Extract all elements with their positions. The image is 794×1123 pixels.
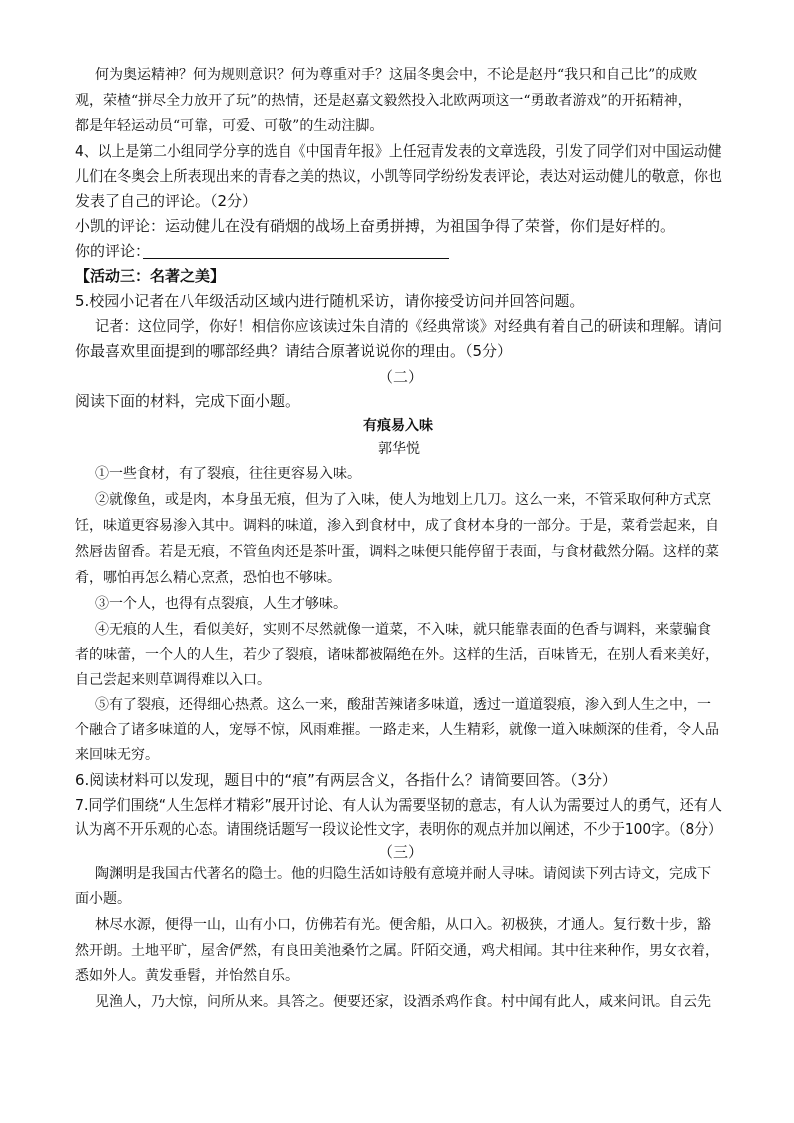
text-line: 者的味蕾，一个人的人生，若少了裂痕，诸味都被隔绝在外。这样的生活，百味皆无，在别人看来美好， <box>75 647 719 663</box>
question-6: 6.阅读材料可以发现，题目中的“痕”有两层含义，各指什么？请简要回答。（3分） <box>75 771 617 789</box>
text-line: 然开朗。土地平旷，屋舍俨然，有良田美池桑竹之属。阡陌交通，鸡犬相闻。其中往来种作，男女衣着， <box>75 943 719 959</box>
article-title: 有痕易入味 <box>363 418 433 434</box>
text-line: 观，荣楂“拼尽全力放开了玩”的热情，还是赵嘉文毅然投入北欧两项这一“勇敢者游戏”的开拓精神， <box>75 93 692 109</box>
paragraph-3: ③一个人，也得有点裂痕，人生才够味。 <box>95 596 347 612</box>
section-three-heading: （三） <box>378 843 424 861</box>
text-line: 饪，味道更容易渗入其中。调料的味道，渗入到食材中，成了食材本身的一部分。于是，菜肴尝起来，自 <box>75 518 719 534</box>
intro-paragraph: 陶渊明是我国古代著名的隐士。他的归隐生活如诗般有意境并耐人寻味。请阅读下列古诗文，完成下 <box>95 866 711 882</box>
question-4: 4、以上是第二小组同学分享的选自《中国青年报》上任冠青发表的文章选段，引发了同学们对中国运动健 <box>75 142 722 160</box>
article-author: 郭华悦 <box>378 441 420 457</box>
paragraph-2: ②就像鱼，或是肉，本身虽无痕，但为了入味，使人为地划上几刀。这么一来，不管采取何种方式烹 <box>95 492 711 508</box>
activity-three-heading: 【活动三：名著之美】 <box>75 267 226 285</box>
text-line: 你最喜欢里面提到的哪部经典？请结合原著说说你的理由。（5分） <box>75 342 513 360</box>
text-line: 认为离不开乐观的心态。请围绕话题写一段议论性文字，表明你的观点并加以阐述，不少于100字。（8分） <box>75 820 722 838</box>
text-line: 儿们在冬奥会上所表现出来的青春之美的热议，小凯等同学纷纷发表评论，表达对运动健儿的敬意，你也 <box>75 167 723 185</box>
classical-paragraph-2: 见渔人，乃大惊，问所从来。具答之。便要还家，设酒杀鸡作食。村中闻有此人，咸来问讯。自云先 <box>95 994 711 1010</box>
paragraph-1: ①一些食材，有了裂痕，往往更容易入味。 <box>95 466 361 482</box>
text-line: 自己尝起来则草调得难以入口。 <box>75 672 271 688</box>
classical-paragraph-1: 林尽水源，便得一山，山有小口，仿佛若有光。便舍船，从口入。初极狭，才通人。复行数十步，豁 <box>95 917 711 933</box>
text-line: 个融合了诸多味道的人，宠辱不惊，风雨难摧。一路走来，人生精彩，就像一道入味颇深的佳肴，令人品 <box>75 722 719 738</box>
paragraph-4: ④无痕的人生，看似美好，实则不尽然就像一道菜，不入味，就只能靠表面的色香与调料，来蒙骗食 <box>95 622 711 638</box>
answer-blank-line <box>143 258 449 259</box>
text-line: 然唇齿留香。若是无痕，不管鱼肉还是茶叶蛋，调料之味便只能停留于表面，与食材截然分隔。这样的菜 <box>75 544 719 560</box>
text-line: 悉如外人。黄发垂髫，并怡然自乐。 <box>75 968 299 984</box>
text-line: 记者：这位同学，你好！相信你应该读过朱自清的《经典常谈》对经典有着自己的研读和理解。请问 <box>95 317 723 335</box>
your-comment-label: 你的评论： <box>75 242 151 260</box>
question-7: 7.同学们围绕“人生怎样才精彩”展开讨论、有人认为需要坚韧的意志，有人认为需要过人的勇气，还有人 <box>75 796 722 814</box>
text-line: 何为奥运精神？何为规则意识？何为尊重对手？这届冬奥会中，不论是赵丹“我只和自己比”的成败 <box>95 67 698 83</box>
text-line: 面小题。 <box>75 891 131 907</box>
text-line: 来回味无穷。 <box>75 747 159 763</box>
text-line: 都是年轻运动员“可靠，可爱、可敬”的生动注脚。 <box>75 118 384 134</box>
question-5: 5.校园小记者在八年级活动区域内进行随机采访，请你接受访问并回答问题。 <box>75 292 585 310</box>
comment-xiaokai: 小凯的评论：运动健儿在没有硝烟的战场上奋勇拼搏，为祖国争得了荣誉，你们是好样的。 <box>75 217 676 235</box>
section-two-heading: （二） <box>378 368 424 386</box>
text-line: 发表了自己的评论。（2分） <box>75 192 258 210</box>
paragraph-5: ⑤有了裂痕，还得细心热煮。这么一来，酸甜苦辣诸多味道，透过一道道裂痕，渗入到人生之中，一 <box>95 697 711 713</box>
reading-instruction: 阅读下面的材料，完成下面小题。 <box>75 392 301 410</box>
text-line: 肴，哪怕再怎么精心烹煮，恐怕也不够味。 <box>75 570 341 586</box>
